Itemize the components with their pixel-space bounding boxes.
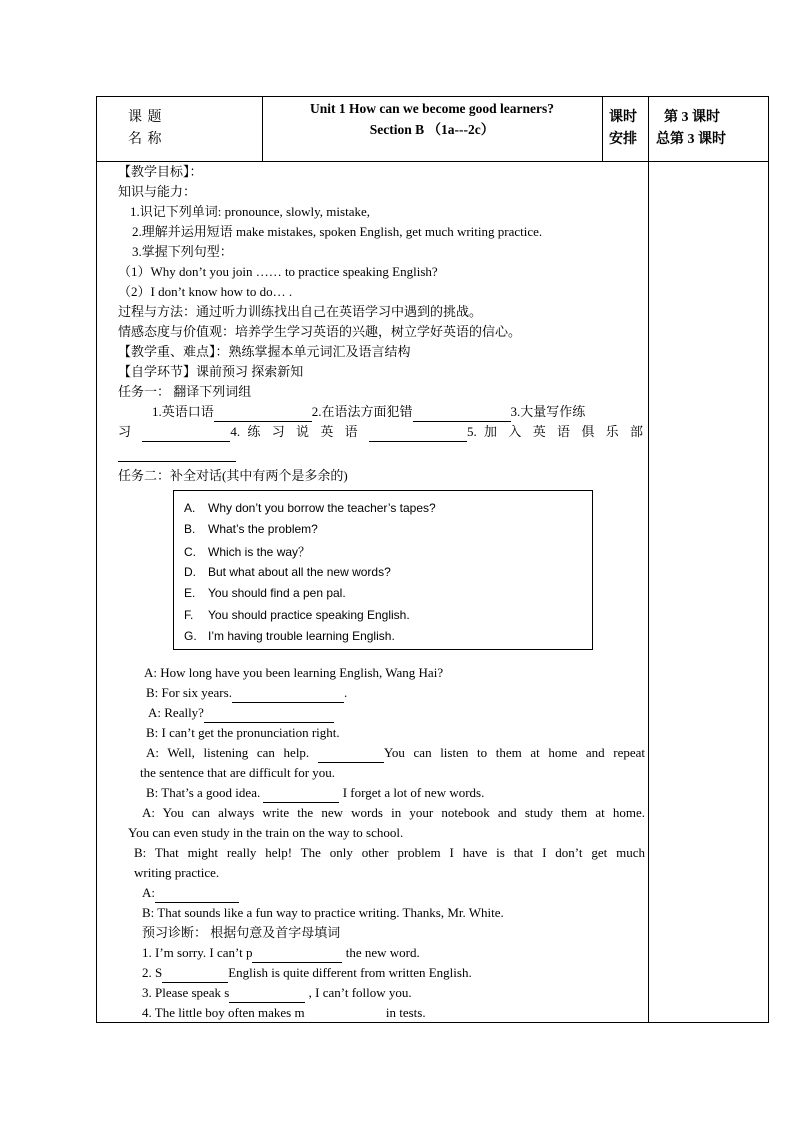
dialog-line-6: the sentence that are difficult for you. bbox=[140, 765, 336, 780]
option-g bbox=[184, 629, 395, 643]
dialog-line-7 bbox=[130, 783, 645, 803]
dialog-line-1: A: How long have you been learning English, Wang Hai? bbox=[144, 665, 444, 680]
col-divider-3 bbox=[648, 96, 649, 1023]
key-points: 【教学重、难点】：熟练掌握本单元词汇及语言结构 bbox=[118, 344, 411, 359]
dialog-blank-4[interactable] bbox=[263, 788, 339, 803]
preview-text: , I can’t follow you. bbox=[308, 985, 412, 1000]
lesson-title: Unit 1 How can we become good learners? bbox=[309, 101, 555, 116]
sentence-pattern-1: （1）Why don’t you join …… to practice speaking English? bbox=[118, 264, 438, 279]
preview-text: 2. S bbox=[142, 965, 163, 980]
dialog-line-11: writing practice. bbox=[134, 865, 220, 880]
dialog-text: I forget a lot of new words. bbox=[342, 785, 485, 800]
option-text: You should practice speaking English. bbox=[208, 608, 410, 622]
dialog-text: A: bbox=[142, 885, 155, 900]
dialog-blank-2[interactable] bbox=[204, 708, 334, 723]
objective-item-3: 3.掌握下列句型： bbox=[132, 244, 233, 259]
objective-item-1: 1.识记下列单词: pronounce, slowly, mistake, bbox=[130, 204, 370, 219]
option-c bbox=[184, 543, 310, 560]
dialog-line-2 bbox=[130, 683, 645, 703]
task1-heading: 任务一： 翻译下列词组 bbox=[118, 384, 252, 399]
preview-heading: 预习诊断： 根据句意及首字母填词 bbox=[142, 925, 341, 940]
task1-blank-1[interactable] bbox=[214, 407, 312, 422]
dialog-text: You can listen to them at home and repeat bbox=[383, 745, 645, 760]
preview-text: 1. I’m sorry. I can’t p bbox=[142, 945, 253, 960]
dialog-line-8: A: You can always write the new words in your notebook and study them at home. bbox=[142, 805, 645, 820]
topic-label-2: 名 称 bbox=[128, 132, 163, 147]
task1-phrase-4: 4. 练 习 说 英 语 bbox=[230, 424, 362, 439]
preview-text: the new word. bbox=[345, 945, 420, 960]
task1-blank-3[interactable] bbox=[142, 427, 230, 442]
option-f bbox=[184, 608, 410, 622]
task1-blank-2[interactable] bbox=[413, 407, 511, 422]
option-key: E. bbox=[184, 586, 196, 600]
dialog-line-12 bbox=[130, 883, 645, 903]
objectives-heading: 【教学目标】： bbox=[118, 164, 203, 179]
preview-blank-4[interactable] bbox=[305, 1008, 383, 1023]
option-text: You should find a pen pal. bbox=[208, 586, 346, 600]
option-text: I’m having trouble learning English. bbox=[208, 629, 395, 643]
dialog bbox=[130, 663, 645, 1023]
preview-q2 bbox=[130, 963, 645, 983]
dialog-line-5 bbox=[130, 743, 645, 763]
task1-blank-5[interactable] bbox=[118, 447, 236, 462]
option-key: C. bbox=[184, 545, 196, 559]
preview-blank-3[interactable] bbox=[229, 988, 305, 1003]
task1-phrase-3b: 习 bbox=[118, 424, 136, 439]
option-key: D. bbox=[184, 565, 196, 579]
option-e bbox=[184, 586, 346, 600]
preview-text: in tests. bbox=[385, 1005, 426, 1020]
option-text: Which is the way？ bbox=[208, 545, 311, 559]
preview-text: 4. The little boy often makes m bbox=[142, 1005, 305, 1020]
option-a bbox=[184, 501, 436, 515]
preview-blank-1[interactable] bbox=[252, 948, 342, 963]
task1-phrase-5: 5. 加 入 英 语 俱 乐 部 bbox=[467, 424, 643, 439]
option-d bbox=[184, 565, 391, 579]
task1-phrase-2: 2.在语法方面犯错 bbox=[311, 404, 413, 419]
sentence-pattern-2: （2）I don’t know how to do… . bbox=[118, 284, 293, 299]
dialog-text: A: Well, listening can help. bbox=[146, 745, 310, 760]
task2-heading: 任务二：补全对话(其中有两个是多余的) bbox=[118, 468, 348, 483]
dialog-blank-5[interactable] bbox=[155, 888, 239, 903]
task1-line-3 bbox=[118, 442, 643, 462]
preview-q3 bbox=[130, 983, 645, 1003]
option-key: B. bbox=[184, 522, 196, 536]
option-key: F. bbox=[184, 608, 194, 622]
schedule-label-2: 安排 bbox=[609, 132, 637, 147]
option-text: Why don’t you borrow the teacher’s tapes? bbox=[208, 501, 436, 515]
lesson-body bbox=[118, 162, 643, 486]
objective-item-2: 2.理解并运用短语 make mistakes, spoken English, get much writing practice. bbox=[132, 224, 543, 239]
dialog-options-box bbox=[173, 490, 593, 650]
topic-label-1: 课 题 bbox=[128, 110, 163, 125]
knowledge-heading: 知识与能力： bbox=[118, 184, 197, 199]
dialog-line-9: You can even study in the train on the way to school. bbox=[128, 825, 404, 840]
dialog-blank-1[interactable] bbox=[232, 688, 344, 703]
preview-text: 3. Please speak s bbox=[142, 985, 230, 1000]
self-study-heading: 【自学环节】课前预习 探索新知 bbox=[118, 364, 304, 379]
preview-blank-2[interactable] bbox=[162, 968, 228, 983]
option-text: What’s the problem? bbox=[208, 522, 318, 536]
option-key: G. bbox=[184, 629, 197, 643]
dialog-blank-3[interactable] bbox=[318, 748, 384, 763]
task1-phrase-3: 3.大量写作练 bbox=[510, 404, 586, 419]
period-line-2: 总第 3 课时 bbox=[656, 132, 726, 147]
task1-line-1 bbox=[118, 402, 643, 422]
preview-q4 bbox=[130, 1003, 645, 1023]
process-method: 过程与方法：通过听力训练找出自己在英语学习中遇到的挑战。 bbox=[118, 304, 483, 319]
schedule-label-1: 课时 bbox=[609, 110, 637, 125]
preview-text: English is quite different from written English. bbox=[228, 965, 472, 980]
option-text: But what about all the new words? bbox=[208, 565, 391, 579]
dialog-text: B: That’s a good idea. bbox=[146, 785, 261, 800]
task1-line-2 bbox=[118, 422, 643, 442]
dialog-line-4: B: I can’t get the pronunciation right. bbox=[146, 725, 340, 740]
option-key: A. bbox=[184, 501, 196, 515]
dialog-text: B: For six years. bbox=[146, 685, 232, 700]
option-b bbox=[184, 522, 318, 536]
task1-phrase-1: 1.英语口语 bbox=[152, 404, 214, 419]
dialog-text: . bbox=[343, 685, 348, 700]
dialog-text: A: Really? bbox=[148, 705, 204, 720]
attitude-values: 情感态度与价值观：培养学生学习英语的兴趣，树立学好英语的信心。 bbox=[118, 324, 522, 339]
task1-blank-4[interactable] bbox=[369, 427, 467, 442]
dialog-line-3 bbox=[130, 703, 645, 723]
lesson-section: Section B （1a---2c） bbox=[369, 122, 495, 137]
dialog-line-13: B: That sounds like a fun way to practice writing. Thanks, Mr. White. bbox=[142, 905, 504, 920]
period-line-1: 第 3 课时 bbox=[664, 110, 720, 125]
dialog-line-10: B: That might really help! The only other problem I have is that I don’t get much bbox=[134, 845, 645, 860]
preview-q1 bbox=[130, 943, 645, 963]
col-divider-2 bbox=[602, 96, 603, 162]
